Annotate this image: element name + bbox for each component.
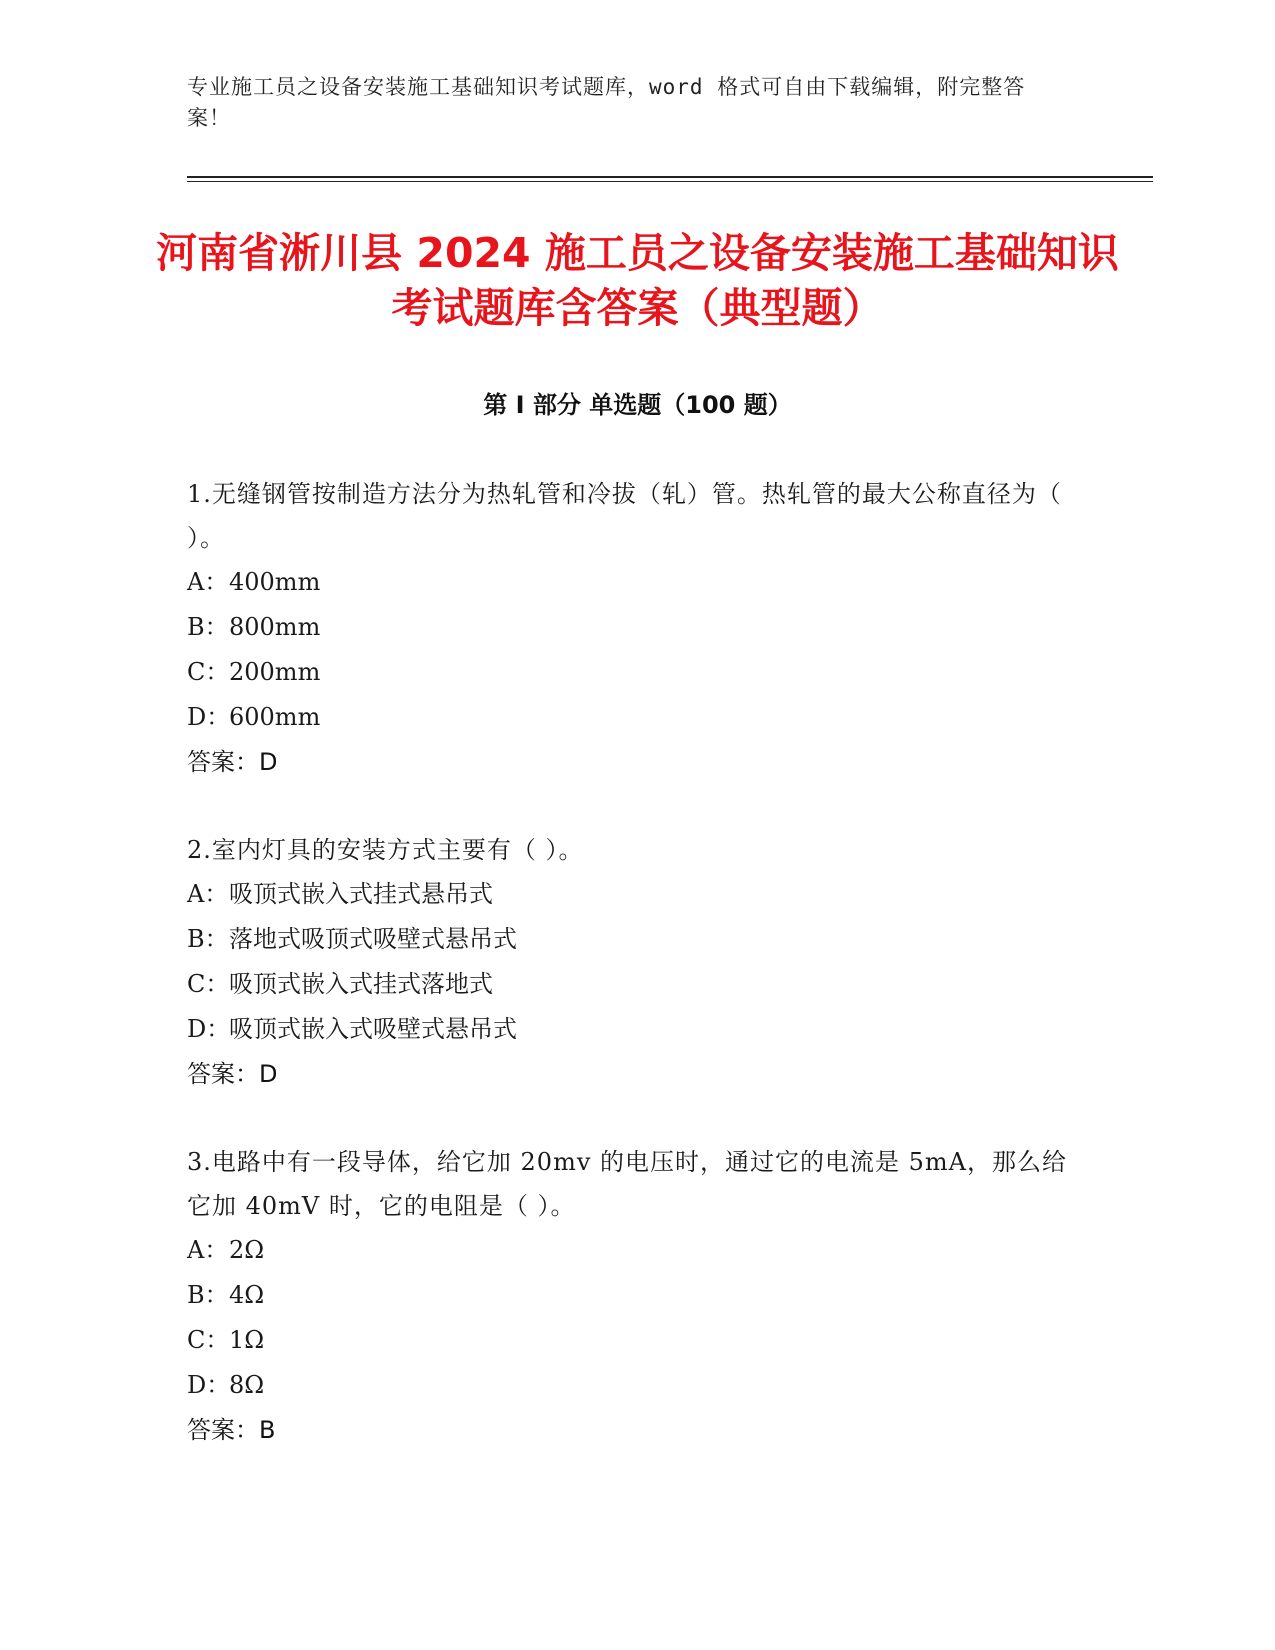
- question-stem: 2.室内灯具的安装方式主要有（ ）。: [187, 836, 584, 864]
- option-c: [187, 650, 1067, 695]
- document-title: 河南省淅川县 2024 施工员之设备安装施工基础知识考试题库含答案（典型题）: [156, 229, 1119, 332]
- option-letter: D：: [187, 703, 231, 731]
- header-divider-thin: [187, 181, 1153, 182]
- option-b: [187, 1273, 1067, 1318]
- option-text: 200mm: [229, 658, 321, 686]
- option-text: 1Ω: [229, 1326, 265, 1354]
- option-text: 400mm: [229, 568, 321, 596]
- section-title: 第 I 部分 单选题（100 题）: [483, 391, 792, 419]
- option-text: 4Ω: [229, 1281, 265, 1309]
- option-c: [187, 1318, 1067, 1363]
- answer-line: 答案：D: [187, 1060, 278, 1088]
- question-stem: 3.电路中有一段导体，给它加 20mv 的电压时，通过它的电流是 5mA，那么给它加 40mV 时，它的电阻是（ ）。: [187, 1148, 1067, 1220]
- option-letter: B：: [187, 613, 229, 641]
- option-d: [187, 695, 1067, 740]
- option-a: [187, 560, 1067, 605]
- question-spacer: [187, 1097, 1067, 1140]
- option-letter: C：: [187, 658, 230, 686]
- option-letter: D：: [187, 1015, 231, 1043]
- option-text: 吸顶式嵌入式挂式悬吊式: [229, 880, 493, 908]
- option-a: [187, 1228, 1067, 1273]
- option-text: 落地式吸顶式吸壁式悬吊式: [229, 925, 517, 953]
- option-letter: B：: [187, 925, 229, 953]
- question-3: [187, 1140, 1067, 1453]
- option-text: 8Ω: [229, 1371, 265, 1399]
- option-letter: A：: [187, 568, 229, 596]
- question-1: [187, 472, 1067, 785]
- header-note: 专业施工员之设备安装施工基础知识考试题库，word 格式可自由下载编辑，附完整答案！: [187, 75, 1026, 130]
- question-2: [187, 828, 1067, 1097]
- question-stem: 1.无缝钢管按制造方法分为热轧管和冷拔（轧）管。热轧管的最大公称直径为（ ）。: [187, 480, 1062, 552]
- option-d: [187, 1007, 1067, 1052]
- answer-line: 答案：D: [187, 748, 278, 776]
- option-text: 600mm: [229, 703, 321, 731]
- option-letter: A：: [187, 1236, 229, 1264]
- header-divider-thick: [187, 176, 1153, 178]
- answer-line: 答案：B: [187, 1416, 276, 1444]
- option-d: [187, 1363, 1067, 1408]
- option-text: 吸顶式嵌入式吸壁式悬吊式: [229, 1015, 517, 1043]
- option-letter: A：: [187, 880, 229, 908]
- question-list: [187, 472, 1067, 1453]
- option-a: [187, 872, 1067, 917]
- option-letter: B：: [187, 1281, 229, 1309]
- option-letter: D：: [187, 1371, 231, 1399]
- option-text: 吸顶式嵌入式挂式落地式: [229, 970, 493, 998]
- option-c: [187, 962, 1067, 1007]
- option-letter: C：: [187, 1326, 230, 1354]
- option-b: [187, 605, 1067, 650]
- question-spacer: [187, 785, 1067, 828]
- option-b: [187, 917, 1067, 962]
- option-text: 2Ω: [229, 1236, 265, 1264]
- option-letter: C：: [187, 970, 230, 998]
- option-text: 800mm: [229, 613, 321, 641]
